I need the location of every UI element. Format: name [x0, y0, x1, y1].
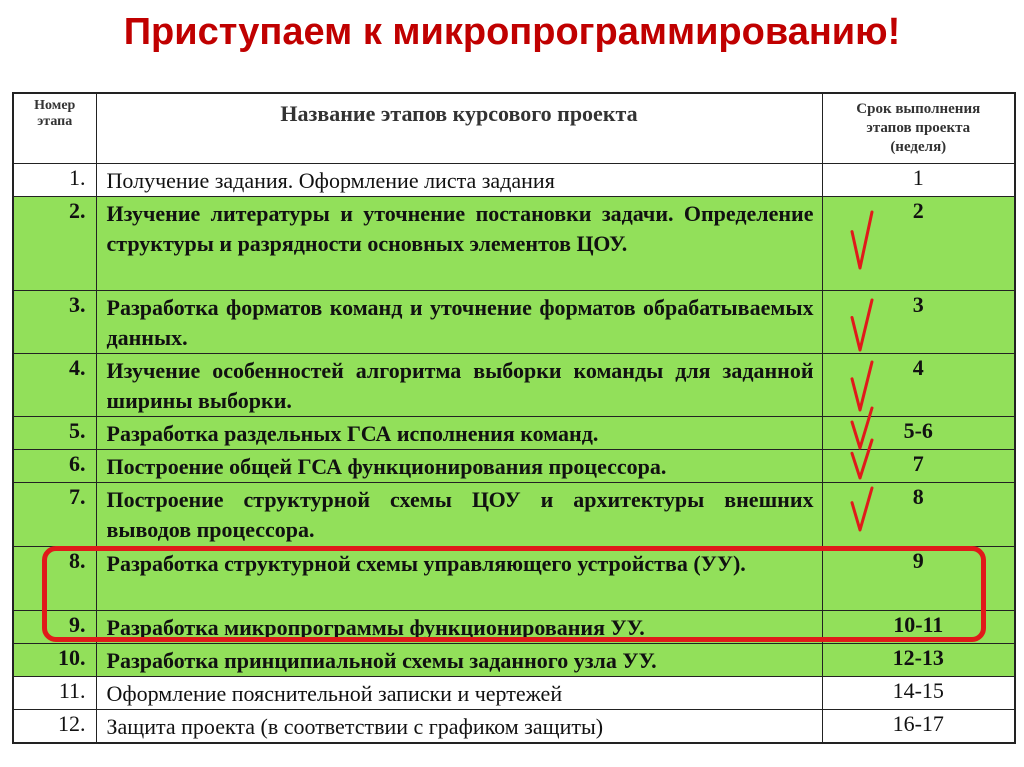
header-term-line1: Срок выполнения [856, 101, 981, 117]
stage-term: 5-6 [822, 416, 1015, 449]
table-row [13, 416, 1015, 449]
table-row [13, 163, 1015, 196]
stage-number: 10. [13, 643, 96, 676]
stage-number: 9. [13, 610, 96, 643]
stage-name: Защита проекта (в соответствии с графиком защиты) [96, 709, 822, 743]
header-number-line1: Номер [34, 98, 76, 113]
stage-name: Изучение особенностей алгоритма выборки команды для заданной ширины выборки. [96, 353, 822, 416]
stage-term: 12-13 [822, 643, 1015, 676]
header-term-line3: (неделя) [890, 139, 947, 155]
stage-name: Разработка принципиальной схемы заданного узла УУ. [96, 643, 822, 676]
stage-name: Оформление пояснительной записки и чертежей [96, 676, 822, 709]
stage-name: Построение общей ГСА функционирования процессора. [96, 449, 822, 482]
table-header-row [13, 93, 1015, 163]
table-row [13, 290, 1015, 353]
stage-term: 16-17 [822, 709, 1015, 743]
stage-number: 3. [13, 290, 96, 353]
stage-term: 8 [822, 482, 1015, 546]
stage-name: Изучение литературы и уточнение постановки задачи. Определение структуры и разрядности основных элементов ЦОУ. [96, 196, 822, 290]
stages-table [12, 92, 1016, 744]
stages-table-wrap [12, 92, 1014, 742]
column-header-number [13, 93, 96, 163]
stage-term: 3 [822, 290, 1015, 353]
stage-term: 9 [822, 546, 1015, 610]
stage-term: 4 [822, 353, 1015, 416]
focus-frame [42, 546, 986, 642]
page-title: Приступаем к микропрограммированию! [123, 11, 901, 53]
stage-number: 1. [13, 163, 96, 196]
stage-name: Построение структурной схемы ЦОУ и архитектуры внешних выводов процессора. [96, 482, 822, 546]
table-row [13, 643, 1015, 676]
stage-name: Получение задания. Оформление листа задания [96, 163, 822, 196]
stage-number: 6. [13, 449, 96, 482]
column-header-name: Название этапов курсового проекта [96, 93, 822, 163]
stage-name: Разработка структурной схемы управляющего устройства (УУ). [96, 546, 822, 610]
stage-name: Разработка микропрограммы функционирования УУ. [96, 610, 822, 643]
header-term-line2: этапов проекта [866, 120, 971, 136]
table-row [13, 709, 1015, 743]
table-row [13, 196, 1015, 290]
stage-term: 2 [822, 196, 1015, 290]
table-row [13, 449, 1015, 482]
stage-term: 1 [822, 163, 1015, 196]
stage-name: Разработка раздельных ГСА исполнения команд. [96, 416, 822, 449]
stage-number: 11. [13, 676, 96, 709]
stage-number: 12. [13, 709, 96, 743]
stage-number: 8. [13, 546, 96, 610]
stage-term: 7 [822, 449, 1015, 482]
header-number-line2: этапа [37, 114, 73, 129]
table-row [13, 353, 1015, 416]
stage-number: 5. [13, 416, 96, 449]
stage-term: 10-11 [822, 610, 1015, 643]
stage-number: 2. [13, 196, 96, 290]
table-row [13, 676, 1015, 709]
column-header-term [822, 93, 1015, 163]
stage-name: Разработка форматов команд и уточнение форматов обрабатываемых данных. [96, 290, 822, 353]
stage-term: 14-15 [822, 676, 1015, 709]
stage-number: 7. [13, 482, 96, 546]
table-row [13, 482, 1015, 546]
stage-number: 4. [13, 353, 96, 416]
